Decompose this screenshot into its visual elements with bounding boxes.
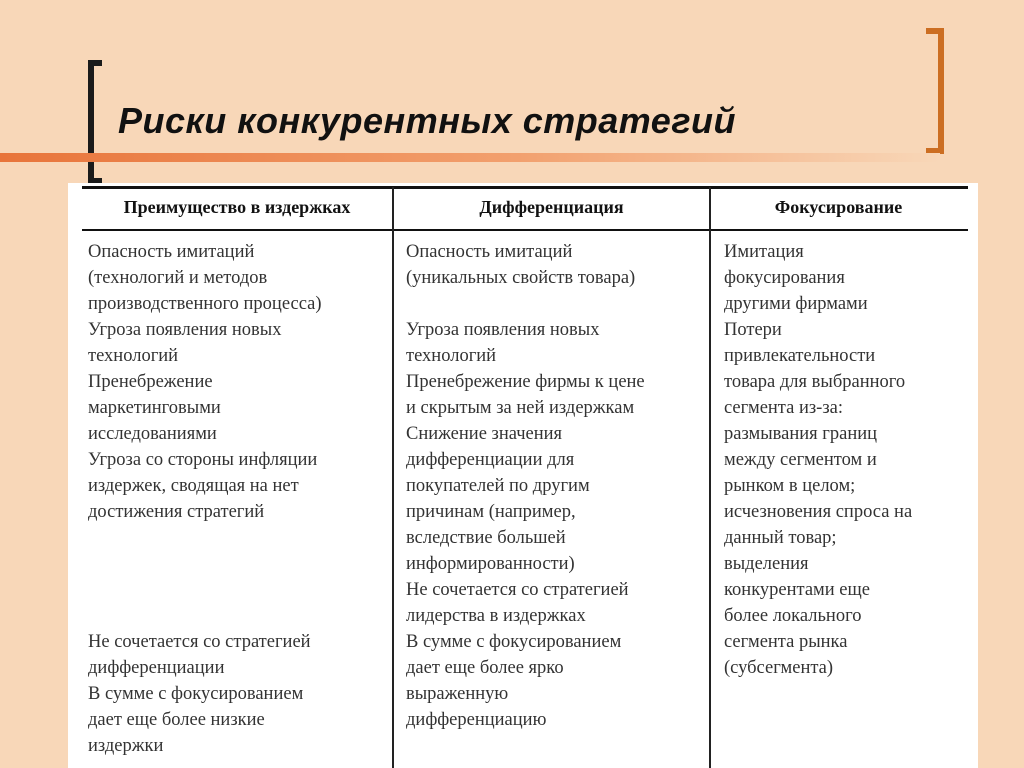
cell-line: Опасность имитаций bbox=[406, 242, 573, 262]
cell-line: исчезновения спроса на bbox=[724, 502, 913, 522]
slide-title: Риски конкурентных стратегий bbox=[118, 100, 737, 141]
cell-line: Угроза появления новых bbox=[406, 320, 600, 340]
cell-differentiation-risks bbox=[406, 239, 706, 733]
cell-line: сегмента из-за: bbox=[724, 398, 843, 418]
cell-line: (уникальных свойств товара) bbox=[406, 268, 636, 288]
cell-line: технологий bbox=[88, 346, 179, 366]
risks-table bbox=[68, 183, 978, 768]
column-divider bbox=[392, 187, 394, 768]
cell-line: лидерства в издержках bbox=[406, 606, 586, 626]
cell-cost-advantage-risks bbox=[88, 239, 388, 759]
cell-line: производственного процесса) bbox=[88, 294, 322, 314]
header-cost-advantage: Преимущество в издержках bbox=[123, 197, 351, 217]
cell-line: сегмента рынка bbox=[724, 632, 848, 652]
cell-line: конкурентами еще bbox=[724, 580, 870, 600]
cell-line: дает еще более низкие bbox=[88, 710, 265, 730]
cell-line: Опасность имитаций bbox=[88, 242, 255, 262]
cell-line: информированности) bbox=[406, 554, 575, 574]
cell-line: Не сочетается со стратегией bbox=[88, 632, 311, 652]
cell-line: Угроза со стороны инфляции bbox=[88, 450, 318, 470]
cell-line: Имитация bbox=[724, 242, 804, 262]
cell-line: (субсегмента) bbox=[724, 658, 834, 678]
cell-line: Пренебрежение фирмы к цене bbox=[406, 372, 645, 392]
cell-line: В сумме с фокусированием bbox=[88, 684, 304, 704]
cell-focusing-risks bbox=[724, 239, 964, 681]
cell-line: издержек, сводящая на нет bbox=[88, 476, 299, 496]
cell-line: Потери bbox=[724, 320, 782, 340]
cell-line: Угроза появления новых bbox=[88, 320, 282, 340]
cell-line: выделения bbox=[724, 554, 809, 574]
table-top-rule bbox=[82, 186, 968, 189]
cell-line: Не сочетается со стратегией bbox=[406, 580, 629, 600]
cell-line: причинам (например, bbox=[406, 502, 576, 522]
cell-line: дает еще более ярко bbox=[406, 658, 564, 678]
cell-line: дифференциации bbox=[88, 658, 225, 678]
cell-line: исследованиями bbox=[88, 424, 217, 444]
cell-line: издержки bbox=[88, 736, 164, 756]
cell-line: достижения стратегий bbox=[88, 502, 265, 522]
cell-spacer bbox=[406, 291, 706, 317]
cell-spacer bbox=[88, 525, 388, 577]
cell-line: рынком в целом; bbox=[724, 476, 856, 496]
table-header-rule bbox=[82, 229, 968, 231]
cell-line: Пренебрежение bbox=[88, 372, 213, 392]
cell-line: маркетинговыми bbox=[88, 398, 221, 418]
cell-line: данный товар; bbox=[724, 528, 837, 548]
cell-line: дифференциацию bbox=[406, 710, 547, 730]
cell-line: дифференциации для bbox=[406, 450, 575, 470]
cell-line: (технологий и методов bbox=[88, 268, 268, 288]
cell-line: фокусирования bbox=[724, 268, 845, 288]
cell-line: вследствие большей bbox=[406, 528, 566, 548]
title-accent-line bbox=[0, 153, 940, 162]
cell-line: технологий bbox=[406, 346, 497, 366]
cell-line: между сегментом и bbox=[724, 450, 877, 470]
cell-line: покупателей по другим bbox=[406, 476, 590, 496]
cell-line: товара для выбранного bbox=[724, 372, 906, 392]
right-bracket-decoration bbox=[926, 28, 944, 154]
cell-line: более локального bbox=[724, 606, 862, 626]
column-divider bbox=[709, 187, 711, 768]
cell-line: размывания границ bbox=[724, 424, 878, 444]
cell-line: выраженную bbox=[406, 684, 509, 704]
cell-line: и скрытым за ней издержкам bbox=[406, 398, 635, 418]
cell-spacer bbox=[88, 577, 388, 629]
left-bracket-decoration bbox=[88, 60, 102, 184]
cell-line: привлекательности bbox=[724, 346, 876, 366]
cell-line: В сумме с фокусированием bbox=[406, 632, 622, 652]
header-focusing: Фокусирование bbox=[774, 197, 903, 217]
cell-line: Снижение значения bbox=[406, 424, 563, 444]
header-differentiation: Дифференциация bbox=[479, 197, 624, 217]
cell-line: другими фирмами bbox=[724, 294, 868, 314]
